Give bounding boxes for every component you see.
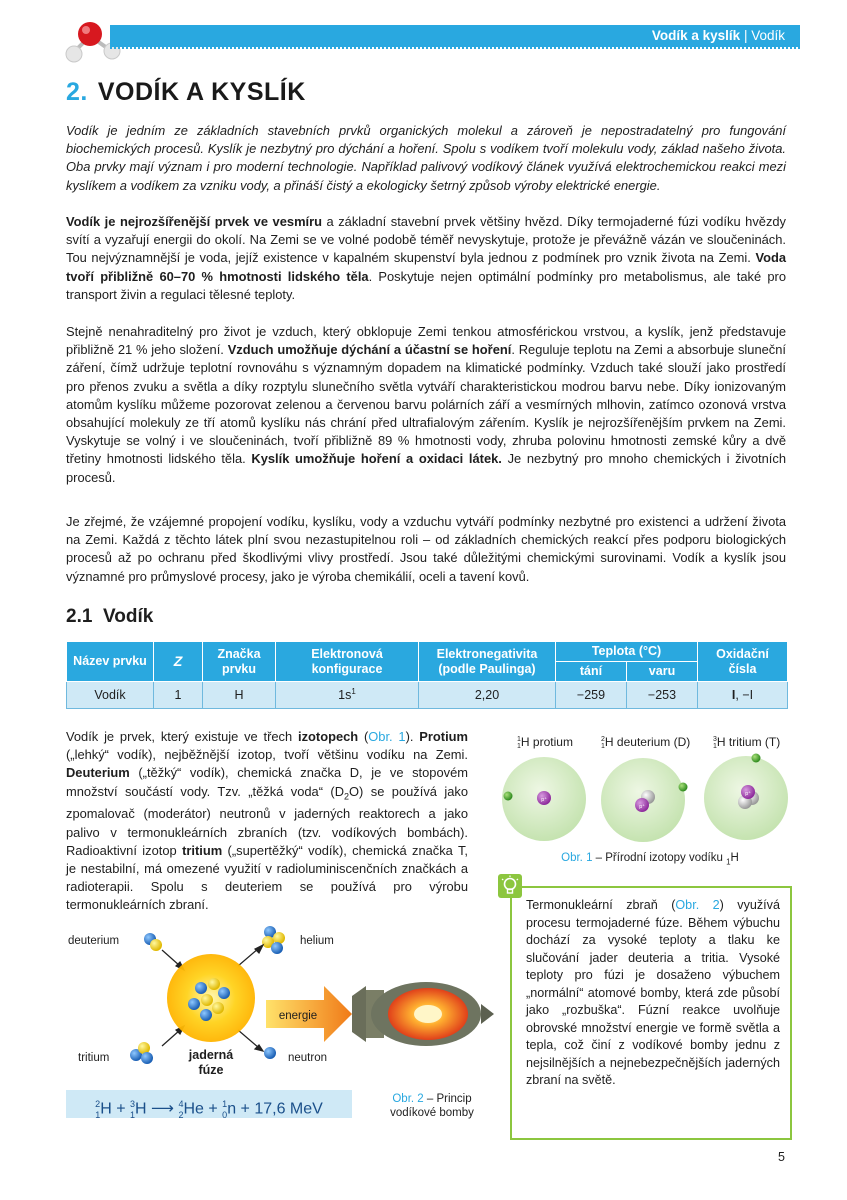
paragraph-hydrogen [66, 213, 786, 304]
header-section: Vodík a kyslík [651, 28, 741, 43]
running-header [652, 26, 785, 46]
fig1-caption-text: – Přírodní izotopy vodíku [592, 852, 727, 864]
header-separator: | [743, 28, 748, 43]
fig2-caption-2: vodíkové bomby [390, 1107, 474, 1119]
helium-nucleus-icon [262, 926, 285, 954]
page-number: 5 [778, 1150, 785, 1164]
iso-b2: Protium [419, 729, 468, 744]
label-fusion-2: fúze [198, 1063, 224, 1077]
label-fusion-1: jaderná [188, 1048, 234, 1062]
deuterium-z: 1 [601, 742, 605, 750]
tritium-z: 1 [713, 742, 717, 750]
label-energy: energie [278, 1010, 318, 1022]
protium-atom-icon [502, 757, 586, 841]
th-temperature: Teplota (°C) [556, 642, 698, 662]
isotopes-illustration [496, 750, 790, 848]
infobox-t2: ) využívá procesu termojaderné fúze. Během výbuchu dochází za vysoké teploty a tlaku ke slučování jader deuteria a tritia. Vysoké teploty pro fúzi je dosaženo výbuchem „normální“ atomové bomby, která zde působí jako „rozbuška“. Fúzní reakce uvolňuje obrovské množství energie ve formě světla a tepla, což činí z vodíkové bomby jednu z nejsilnějších a nejnebezpečnějších jaderných zbraní na světě. [526, 898, 780, 1087]
p1-bold-1: Vodík je nejrozšířenější prvek ve vesmíru [66, 214, 322, 229]
p2-text-3: Je nezbytný pro mnoho chemických i životních procesů. [66, 451, 786, 485]
td-name: Vodík [67, 682, 154, 709]
td-config [276, 682, 419, 709]
tritium-sym: H [716, 735, 726, 749]
deuterium-name: deuterium (D) [616, 735, 691, 749]
hydrogen-properties-table [66, 641, 788, 709]
eq-d-sub: 0 [222, 1109, 228, 1120]
eq-a-sub: 1 [95, 1109, 101, 1120]
eq-c: He [183, 1100, 204, 1118]
ox-bold: I [731, 688, 736, 702]
iso-b1: izotopech [298, 729, 359, 744]
td-electronegativity: 2,20 [419, 682, 556, 709]
iso-sub1: 2 [344, 791, 350, 802]
hydrogen-bomb-icon [352, 982, 494, 1046]
iso-t5: („těžký“ vodík), chemická značka D, je ve stopovém množství součástí vody. Tzv. „těžká voda“ (D [66, 765, 468, 799]
label-tritium-fig2: tritium [78, 1052, 110, 1064]
figure-ref-1[interactable]: Obr. 1 [368, 729, 406, 744]
tritium-mass: 3 [713, 735, 717, 743]
eq-a: H [100, 1100, 112, 1118]
p1-text-2: . Poskytuje nejen optimální podmínky pro metabolismus, ale také pro transport živin a regulaci tělesné teploty. [66, 268, 787, 302]
deuterium-atom-icon [601, 758, 688, 842]
th-config: Elektronová konfigurace [276, 642, 419, 682]
p2-text-2: . Reguluje teplotu na Zemi a absorbuje sluneční záření, čímž udržuje teplotní rovnováhu s významným dopadem na klimatické podmínky. Vzduch také slouží jako prostředí pro přenos zvuku a světla a díky rozptylu slunečního světla vytváří charakteristickou modrou barvu nebe. Díky ionizovaným atomům kyslíku můžeme pozorovat zelenou a červenou barvu polárních září a vesmírných mlhovin, zatímco ozonová vrstva obsahující molekuly ze tří atomů kyslíku nás chrání před ultrafialovým zářením. Kyslík je nejrozšířenějším prvkem na Zemi. Vyskytuje se volný i ve sloučeninách, tvoří přibližně 89 % hmotnosti vody, zhruba polovinu hmotnosti zemské kůry a dvě třetiny hmotnosti lidského těla. [66, 342, 786, 467]
fig2-caption-1: – Princip [423, 1093, 472, 1105]
tritium-name: tritium (T) [728, 735, 781, 749]
eq-plus-1: + [111, 1100, 130, 1118]
paragraph-summary: Je zřejmé, že vzájemné propojení vodíku, kyslíku, vody a vzduchu vytváří podmínky nezbytné pro existenci a udržení života na Zemi. Každá z těchto látek plní svou nezastupitelnou roli – od základních chemických reakcí přes podporu biologických procesů až po ochranu před škodlivými vlivy prostředí. Jsou také důležitými chemickými surovinami. Vodík a kyslík jsou významné pro průmyslové procesy, jako je výroba chemikálií, oceli a tavení kovů. [66, 514, 786, 584]
deuterium-mass: 2 [601, 735, 605, 743]
p2-bold-1: Vzduch umožňuje dýchání a účastní se hoření [227, 342, 512, 358]
chapter-title-text: VODÍK A KYSLÍK [97, 78, 306, 106]
header-dotted-line [110, 47, 800, 49]
eq-c-sup: 4 [178, 1099, 184, 1109]
p2-text-1: Stejně nenahraditelný pro život je vzduch, který obklopuje Zemi tenkou atmosférickou vrstvou, a kyslík, jenž představuje přibližně 21 % jeho složení. [66, 324, 786, 358]
p1-bold-2: Voda tvoří přibližně 60–70 % hmotnosti lidského těla [66, 250, 786, 284]
figure-ref-2[interactable]: Obr. 2 [675, 898, 720, 912]
td-boil: −253 [627, 682, 698, 709]
label-deuterium-fig2: deuterium [68, 935, 120, 947]
th-name: Název prvku [67, 642, 154, 682]
section-number: 2.1 [66, 606, 93, 627]
section-title: Vodík [102, 606, 154, 627]
header-subsection: Vodík [751, 28, 785, 43]
eq-c-sub: 2 [178, 1109, 184, 1120]
fig1-caption-ref: Obr. 1 [561, 852, 593, 864]
protium-name: protium [532, 735, 573, 749]
proton-label-1: p⁺ [541, 797, 547, 803]
chapter-number: 2. [66, 78, 88, 106]
neutron-icon [264, 1047, 276, 1059]
info-box-text [526, 897, 780, 1090]
label-protium [517, 735, 573, 750]
config-sup: 1 [351, 687, 356, 697]
protium-z: 1 [517, 742, 521, 750]
td-z: 1 [154, 682, 203, 709]
iso-t3: ). [405, 729, 420, 744]
label-helium: helium [300, 935, 334, 947]
table-row [67, 682, 788, 709]
isotopes-paragraph [66, 728, 468, 915]
eq-b-sup: 3 [130, 1099, 136, 1109]
label-deuterium [601, 735, 690, 750]
td-symbol: H [203, 682, 276, 709]
fig1-caption-sym: H [730, 852, 739, 864]
p1-text-1: a základní stavební prvek většiny hvězd. Díky termojaderné fúzi vodíku hvězdy svítí a vyzařují energii do okolí. Na Zemi se ve volné podobě téměř nevyskytuje, protože je převážně vázán ve sloučeninách. Tou nejvýznamnější je voda, jejíž existence v kapalném skupenství byla jednou z podmínek pro vznik života na Zemi. [66, 214, 786, 266]
iso-b4: tritium [182, 842, 223, 858]
paragraph-air [66, 323, 786, 487]
fig2-caption-ref: Obr. 2 [392, 1093, 424, 1105]
config-text: 1s [338, 688, 352, 703]
figure-1-caption [520, 851, 780, 869]
iso-b3: Deuterium [66, 765, 130, 781]
th-boil: varu [627, 662, 698, 682]
proton-label-3: p⁺ [745, 791, 751, 797]
section-heading [66, 606, 153, 628]
eq-a-sup: 2 [95, 1099, 101, 1109]
infobox-t1: Termonukleární zbraň ( [526, 898, 676, 912]
eq-b-sub: 1 [130, 1109, 136, 1120]
iso-t1: Vodík je prvek, který existuje ve třech [66, 729, 298, 744]
eq-arrow: ⟶ [151, 1100, 174, 1118]
protium-mass: 1 [517, 735, 521, 743]
iso-t4: („lehký“ vodík), nejběžnější izotop, tvoří většinu vodíku na Zemi. [66, 747, 468, 763]
fig1-caption-sub: 1 [726, 857, 731, 867]
td-oxidation [698, 682, 788, 709]
p2-bold-2: Kyslík umožňuje hoření a oxidaci látek. [251, 451, 502, 467]
protium-sym: H [520, 735, 530, 749]
th-melt: tání [556, 662, 627, 682]
td-melt: −259 [556, 682, 627, 709]
deuterium-nucleus-icon [144, 933, 162, 951]
eq-plus-2: + [203, 1100, 223, 1118]
ox-rest: , −I [735, 688, 754, 702]
th-symbol: Značka prvku [203, 642, 276, 682]
eq-rest: + 17,6 MeV [236, 1100, 323, 1118]
tritium-nucleus-icon [130, 1042, 153, 1064]
th-z: Z [154, 642, 203, 682]
label-tritium [713, 735, 780, 750]
eq-b: H [135, 1100, 147, 1118]
figure-2-caption [362, 1092, 502, 1120]
th-electronegativity: Elektronegativita (podle Paulinga) [419, 642, 556, 682]
lightbulb-icon [497, 873, 523, 899]
intro-paragraph: Vodík je jedním ze základních stavebních prvků organických molekul a zároveň je nepostradatelný pro fungování biochemických procesů. Kyslík je nezbytný pro dýchání a hoření. Spolu s vodíkem tvoří molekulu vody, základ našeho života. Oba prvky mají význam i pro moderní technologie. Například palivový vodíkový článek využívá elektrochemickou reakci mezi kyslíkem a vodíkem za vzniku vody, a přináší čistý a ekologicky šetrný způsob výroby elektrické energie. [66, 123, 786, 193]
fusion-diagram [66, 918, 496, 1090]
eq-d-sup: 1 [222, 1099, 228, 1109]
iso-t2: ( [358, 729, 369, 744]
fusion-sun-icon [167, 954, 255, 1042]
label-neutron: neutron [288, 1052, 328, 1064]
iso-t6: O) se používá jako zpomalovač (moderátor) neutronů v jaderných reaktorech a jako palivo v termonukleárních zbraních (tzv. vodíkových bombách). Radioaktivní izotop [66, 783, 468, 858]
tritium-atom-icon [704, 754, 788, 841]
th-oxidation: Oxidační čísla [698, 642, 788, 682]
fusion-equation [66, 1090, 352, 1118]
iso-t7: („supertěžký“ vodík), chemická značka T, je nestabilní, má omezené využití v radioluminiscenčních značkách a radioterapii. Spolu s deuteriem se používá pro výrobu termonukleárních zbraní. [66, 842, 468, 913]
chapter-title [66, 78, 306, 107]
eq-d: n [227, 1100, 237, 1118]
proton-label-2: p⁺ [639, 804, 645, 810]
deuterium-sym: H [604, 735, 614, 749]
